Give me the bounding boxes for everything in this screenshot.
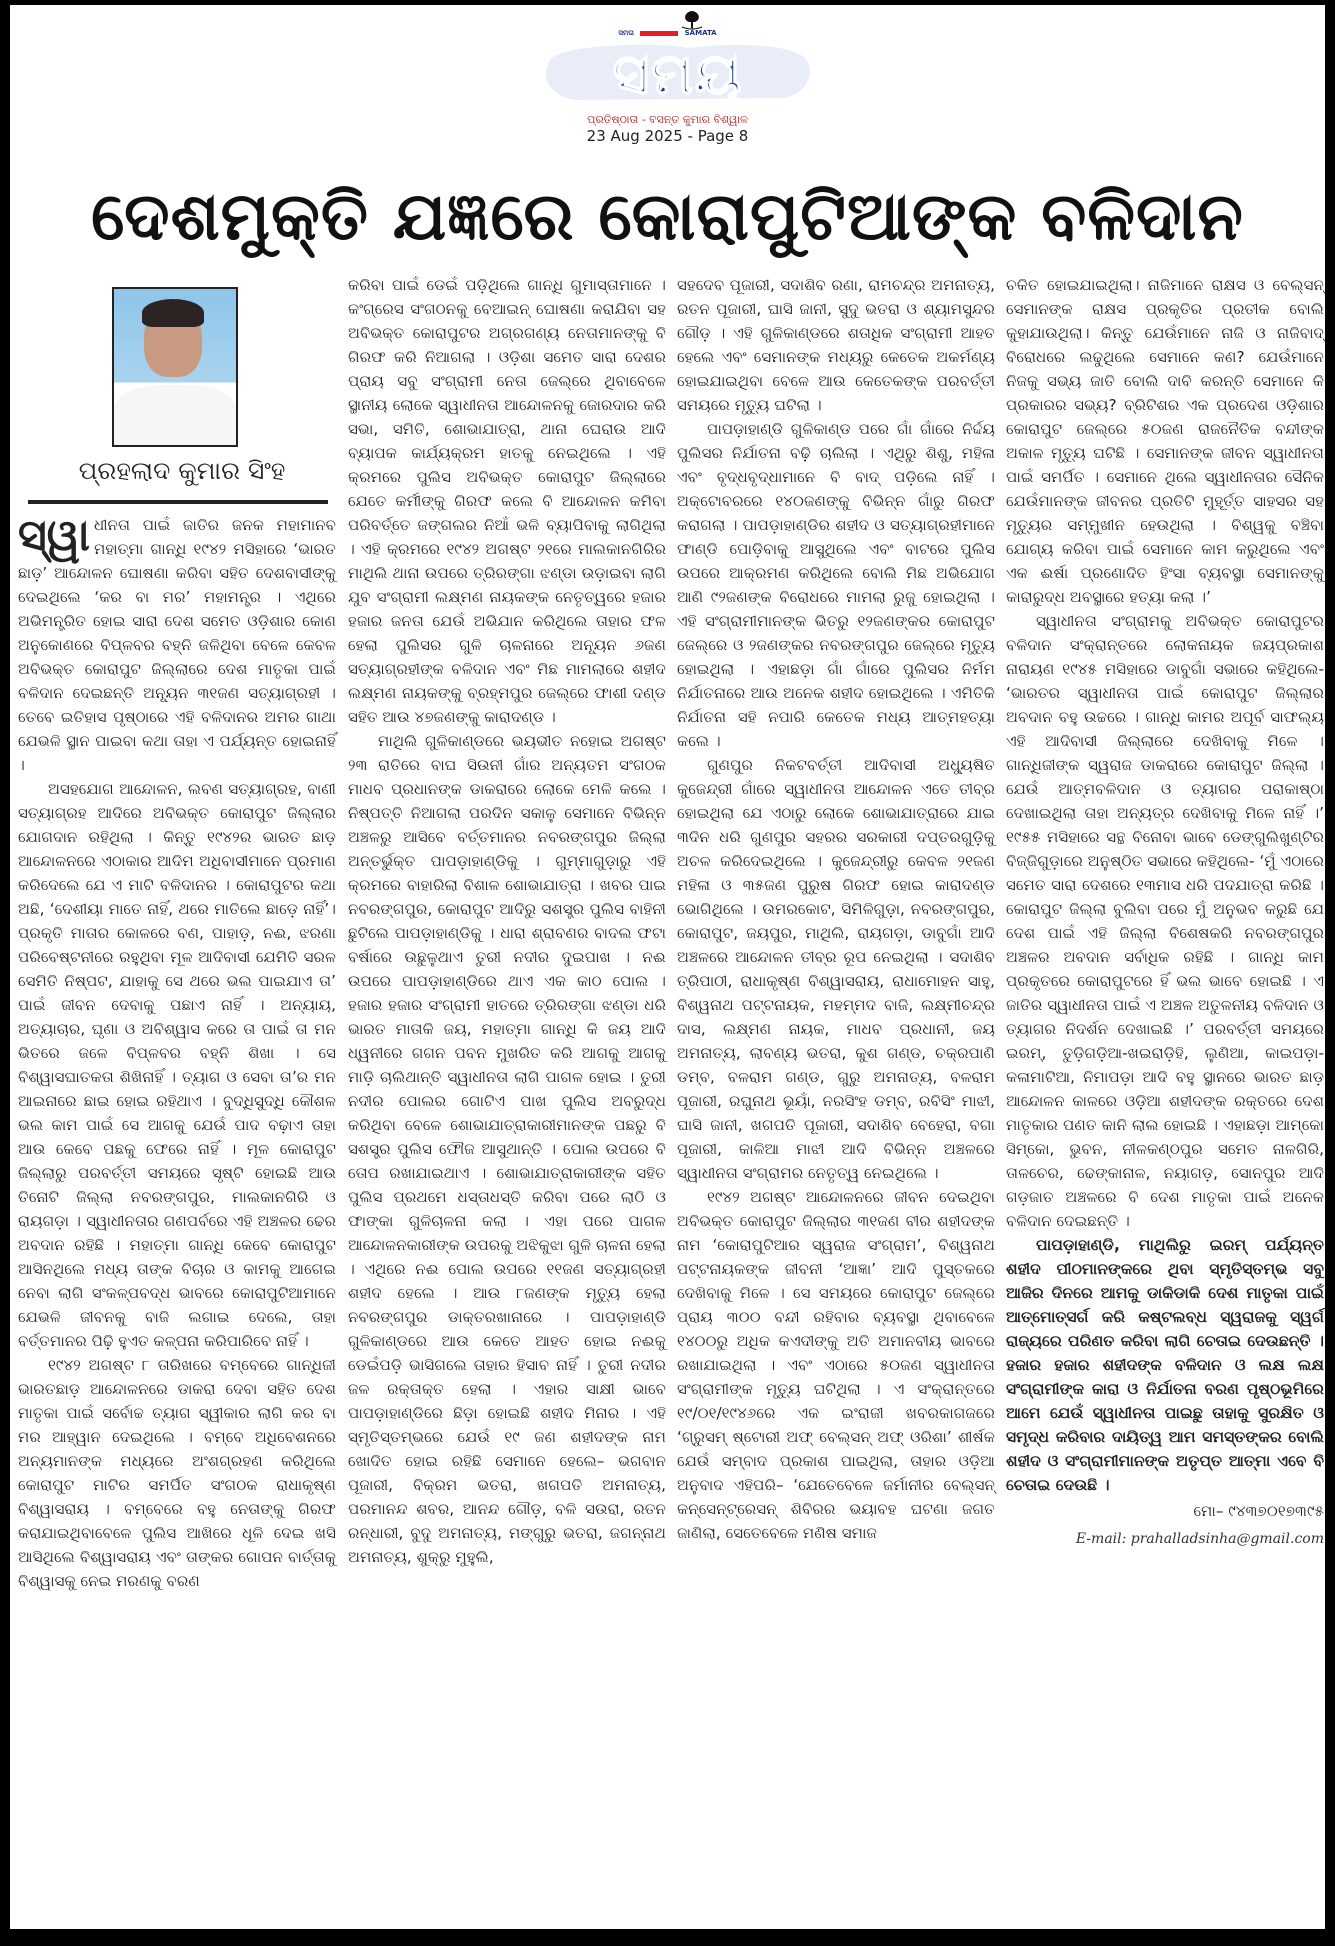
photo-hair [142, 299, 204, 327]
article-column-4 [1006, 273, 1324, 1551]
photo-shirt [114, 385, 236, 445]
author-mobile: ମୋ– ୯୪୩୭୦୧୭୩୯୫ [1193, 1502, 1324, 1520]
tree-emblem-icon [677, 9, 707, 31]
paragraph-text: ଧୀନତା ପାଇଁ ଜାତିର ଜନକ ମହାମାନବ ମହାତ୍ମା ଗାନ୍ଧି ୧୯୪୨ ମସିହାରେ ‘ଭାରତ ଛାଡ଼’ ଆନ୍ଦୋଳନ ଘୋଷଣା କରିବା ସହିତ ଦେଶବାସୀଙ୍କୁ ଦେଇଥିଲେ ‘କର ବା ମର’ ମହାମନ୍ତ୍ର । ଏଥିରେ ଅଭିମନ୍ତ୍ରିତ ହୋଇ ସାରା ଦେଶ ସମେତ ଓଡ଼ିଶାର କୋଣ ଅନୁକୋଣରେ ବିପ୍ଳବର ବହ୍ନି ଜଳିଥିବା ବେଳେ କେବଳ ଅବିଭକ୍ତ କୋରାପୁଟ ଜିଲ୍ଲାରେ ଦେଶ ମାତୃକା ପାଇଁ ବଳିଦାନ ଦେଇଛନ୍ତି ଅନ୍ୟୂନ ୩୧ଜଣ ସତ୍ୟାଗ୍ରହୀ । ତେବେ ଇତିହାସ ପୃଷ୍ଠାରେ ଏହି ବଳିଦାନର ଅମର ଗାଥା ଯେଭଳି ସ୍ଥାନ ପାଇବା କଥା ତାହା ଏ ପର୍ଯ୍ୟନ୍ତ ହୋଇନାହିଁ । [18, 516, 336, 774]
paragraph: ୧୯୪୨ ଅଗଷ୍ଟ ଆନ୍ଦୋଳନରେ ଜୀବନ ଦେଇଥିବା ଅବିଭକ୍ତ କୋରାପୁଟ ଜିଲ୍ଲାର ୩୧ଜଣ ବୀର ଶହୀଦଙ୍କ ନାମ ‘କୋରାପୁଟିଆର ସ୍ୱରାଜ ସଂଗ୍ରାମ’, ବିଶ୍ୱନାଥ ପଟ୍ଟନାୟକଙ୍କ ଜୀବନୀ ‘ଆଜ୍ଞା’ ଆଦି ପୁସ୍ତକରେ ଦେଖିବାକୁ ମିଳେ । ସେ ସମୟରେ କୋରାପୁଟ ଜେଲ୍‌ରେ ପ୍ରାୟ ୩୦୦ ବନ୍ଦୀ ରହିବାର ବ୍ୟବସ୍ଥା ଥିବାବେଳେ ୧୪୦୦ରୁ ଅଧିକ କଏଦୀଙ୍କୁ ଅତି ଅମାନବୀୟ ଭାବରେ ରଖାଯାଇଥିଲା । ଏବଂ ଏଠାରେ ୫୦ଜଣ ସ୍ୱାଧୀନତା ସଂଗ୍ରାମୀଙ୍କ ମୃତ୍ୟୁ ଘଟିଥିଲା । ଏ ସଂକ୍ରାନ୍ତରେ ୧୯/୦୧/୧୯୪୬ରେ ଏକ ଇଂରାଜୀ ଖବରକାଗଜରେ ‘ଗ୍ରୁସମ୍ ଷ୍ଟୋରୀ ଅଫ୍ ବେଲ୍‌ସନ୍ ଅଫ୍ ଓରିଶା’ ଶୀର୍ଷକ ଯେଉଁ ସମ୍ବାଦ ପ୍ରକାଶ ପାଇଥିଲା, ତାହାର ଓଡ଼ିଆ ଅନୁବାଦ ଏହିପରି– ‘ଯେତେବେଳେ ଜର୍ମାନୀର ବେଲ୍‌ସନ୍ କନ୍‌ସେନ୍‌ଟ୍ରେସନ୍ ଶିବିରର ଭୟାବହ ଘଟଣା ଜଗତ ଜାଣିଲା, ସେତେବେଳେ ମଣିଷ ସମାଜ [677, 1188, 995, 1542]
article-headline: ଦେଶମୁକ୍ତି ଯଜ୍ଞରେ କୋରାପୁଟିଆଙ୍କ ବଳିଦାନ [91, 178, 1244, 255]
paragraph: ସହଦେବ ପୂଜାରୀ, ସଦାଶିବ ରଣା, ରାମଚନ୍ଦ୍ର ଅମନାତ୍ୟ, ରତନ ପୂଜାରୀ, ଘାସି ଜାନୀ, ସୁଦୁ ଭତରା ଓ ଶ୍ୟାମସୁନ୍ଦର ଗୌଡ଼ । ଏହି ଗୁଳିକାଣ୍ଡରେ ଶତାଧିକ ସଂଗ୍ରାମୀ ଆହତ ହେଲେ ଏବଂ ସେମାନଙ୍କ ମଧ୍ୟରୁ କେତେକ ଅକର୍ମଣ୍ୟ ହୋଇଯାଇଥିବା ବେଳେ ଆଉ କେତେକଙ୍କ ପରବର୍ତ୍ତୀ ସମୟରେ ମୃତ୍ୟୁ ଘଟିଲା । [677, 276, 995, 414]
newspaper-page [10, 5, 1325, 1929]
closing-paragraph: ପାପଡ଼ାହାଣ୍ଡି, ମାଥିଲିରୁ ଇରମ୍ ପର୍ଯ୍ୟନ୍ତ ଶହୀଦ ପୀଠମାନଙ୍କରେ ଥିବା ସ୍ମୃତିସ୍ତମ୍ଭ ସବୁ ଆଜିର ଦିନରେ ଆମକୁ ଡାକିଡାକି ଦେଶ ମାତୃକା ପାଇଁ ଆତ୍ମୋତ୍ସର୍ଗ କରି କଷ୍ଟଲବ୍ଧ ସ୍ୱରାଜକୁ ସ୍ୱର୍ଗ ରାଜ୍ୟରେ ପରିଣତ କରିବା ଲାଗି ଚେତାଇ ଦେଉଛନ୍ତି । ହଜାର ହଜାର ଶହୀଦଙ୍କ ବଳିଦାନ ଓ ଲକ୍ଷ ଲକ୍ଷ ସଂଗ୍ରାମୀଙ୍କ କାରା ଓ ନିର୍ଯାତନା ବରଣ ପୃଷ୍ଠଭୂମିରେ ଆମେ ଯେଉଁ ସ୍ୱାଧୀନତା ପାଇଛୁ ତାହାକୁ ସୁରକ୍ଷିତ ଓ ସମୃଦ୍ଧ କରିବାର ଦାୟିତ୍ୱ ଆମ ସମସ୍ତଙ୍କର ବୋଲି ଶହୀଦ ଓ ସଂଗ୍ରାମୀମାନଙ୍କ ଅତୃପ୍ତ ଆତ୍ମା ଏବେ ବି ଚେତାଇ ଦେଉଛି । [1006, 1236, 1324, 1494]
paragraph: କରିବା ପାଇଁ ଡେଇଁ ପଡ଼ିଥିଲେ ଗାନ୍ଧି ଗୁମାସ୍ତାମାନେ । କଂଗ୍ରେସ ସଂଗଠନକୁ ବେଆଇନ୍ ଘୋଷଣା କରାଯିବା ସହ ଅବିଭକ୍ତ କୋରାପୁଟର ଅଗ୍ରଗଣ୍ୟ ନେତାମାନଙ୍କୁ ବି ଗିରଫ କରି ନିଆଗଲା । ଓଡ଼ିଶା ସମେତ ସାରା ଦେଶର ପ୍ରାୟ ସବୁ ସଂଗ୍ରାମୀ ନେତା ଜେଲ୍‌ରେ ଥିବାବେଳେ ସ୍ଥାନୀୟ ଲୋକେ ସ୍ୱାଧୀନତା ଆନ୍ଦୋଳନକୁ ଜୋରଦାର କରି ସଭା, ସମିତି, ଶୋଭାଯାତ୍ରା, ଥାନା ଘେରାଉ ଆଦି ବ୍ୟାପକ କାର୍ଯ୍ୟକ୍ରମ ହାତକୁ ନେଇଥିଲେ । ଏହି କ୍ରମରେ ପୁଲିସ ଅବିଭକ୍ତ କୋରାପୁଟ ଜିଲ୍ଲାରେ ଯେତେ କର୍ମୀଙ୍କୁ ଗିରଫ କଲେ ବି ଆନ୍ଦୋଳନ କମିବା ପରିବର୍ତ୍ତେ ଜଙ୍ଗଲର ନିଆଁ ଭଳି ବ୍ୟାପିବାକୁ ଲାଗିଥିଲା । ଏହି କ୍ରମରେ ୧୯୪୨ ଅଗଷ୍ଟ ୨୧ରେ ମାଲକାନଗିରିର ମାଥିଲି ଥାନା ଉପରେ ତ୍ରିରଙ୍ଗା ଝଣ୍ଡା ଉଡ଼ାଇବା ଲାଗି ଯୁବ ସଂଗ୍ରାମୀ ଲକ୍ଷ୍ମଣ ନାୟକଙ୍କ ନେତୃତ୍ୱରେ ହଜାର ହଜାର ଜନତା ଯେଉଁ ଅଭିଯାନ କରିଥିଲେ ତାହାର ଫଳ ହେଲା ପୁଲିସର ଗୁଳି ଚାଳନାରେ ଅନ୍ୟୂନ ୬ଜଣ ସତ୍ୟାଗ୍ରହୀଙ୍କ ବଳିଦାନ ଏବଂ ମିଛ ମାମଲାରେ ଶହୀଦ ଲକ୍ଷ୍ମଣ ନାୟକଙ୍କୁ ବ୍ରହ୍ମପୁର ଜେଲ୍‌ରେ ଫାଶୀ ଦଣ୍ଡ ସହିତ ଆଉ ୪୭ଜଣଙ୍କୁ କାରାଦଣ୍ଡ । [348, 276, 666, 726]
closing-section [1006, 1233, 1324, 1497]
paragraph: ଚକିତ ହୋଇଯାଇଥିଲା। ନାଜିମାନେ ରାକ୍ଷସ ଓ ବେଲ୍‌ସନ୍ ସେମାନଙ୍କ ରାକ୍ଷସ ପ୍ରକୃତିର ପ୍ରତୀକ ବୋଲି କୁହାଯାଉଥିଲା। କିନ୍ତୁ ଯେଉଁମାନେ ନାଜି ଓ ନାଜିବାଦ୍ ବିରୋଧରେ ଲଢୁଥିଲେ ସେମାନେ କଣ? ଯେଉଁମାନେ ନିଜକୁ ସଭ୍ୟ ଜାତି ବୋଲି ଦାବି କରନ୍ତି ସେମାନେ କି ପ୍ରକାରର ସଭ୍ୟ? ବ୍ରିଟିଶର ଏକ ପ୍ରଦେଶ ଓଡ଼ିଶାର କୋରାପୁଟ ଜେଲ୍‌ରେ ୫୦ଜଣ ରାଜନୈତିକ ବନ୍ଦୀଙ୍କ ଅକାଳ ମୃତ୍ୟୁ ଘଟିଛି । ସେମାନଙ୍କ ଜୀବନ ସ୍ୱାଧୀନତା ପାଇଁ ସମର୍ପିତ । ସେମାନେ ଥିଲେ ସ୍ୱାଧୀନତାର ସୈନିକ ଯେଉଁମାନଙ୍କ ଜୀବନର ପ୍ରତିଟି ମୁହୂର୍ତ୍ତ ସାହସର ସହ ମୃତ୍ୟୁର ସମ୍ମୁଖୀନ ହେଉଥିଲା । ବିଶ୍ୱକୁ ବଞ୍ଚିବା ଯୋଗ୍ୟ କରିବା ପାଇଁ ସେମାନେ କାମ କରୁଥିଲେ ଏବଂ ଏକ ଈର୍ଷା ପ୍ରଣୋଦିତ ହିଂସା ବ୍ୟବସ୍ଥା ସେମାନଙ୍କୁ କାରାରୁଦ୍ଧ ଅବସ୍ଥାରେ ହତ୍ୟା କଲା ।’ [1006, 276, 1324, 606]
red-bar [640, 31, 678, 36]
drop-cap: ସ୍ୱା [18, 510, 90, 561]
paragraph [18, 510, 336, 777]
date-page-label: 23 Aug 2025 - Page 8 [586, 127, 749, 145]
author-email[interactable]: E-mail: prahalladsinha@gmail.com [1075, 1531, 1324, 1547]
paragraph: ପାପଡ଼ାହାଣ୍ଡି ଗୁଳିକାଣ୍ଡ ପରେ ଗାଁ ଗାଁରେ ନିର୍ଦ୍ଦୟ ପୁଲିସର ନିର୍ଯାତନା ବଢ଼ି ଚାଲିଲା । ଏଥିରୁ ଶିଶୁ, ମହିଳା ଏବଂ ବୃଦ୍ଧବୃଦ୍ଧାମାନେ ବି ବାଦ୍ ପଡ଼ିଲେ ନାହିଁ । ଅକ୍ଟୋବରରେ ୧୪୦ଜଣଙ୍କୁ ବିଭିନ୍ନ ଗାଁରୁ ଗିରଫ କରାଗଲା । ପାପଡ଼ାହାଣ୍ଡିର ଶହୀଦ ଓ ସତ୍ୟାଗ୍ରହୀମାନେ ଫାଣ୍ଡି ପୋଡ଼ିବାକୁ ଆସୁଥିଲେ ଏବଂ ବାଟରେ ପୁଲିସ ଉପରେ ଆକ୍ରମଣ କରିଥିଲେ ବୋଲି ମିଛ ଅଭିଯୋଗ ଆଣି ୯୨ଜଣଙ୍କ ବିରୋଧରେ ମାମଲା ରୁଜୁ ହୋଇଥିଲା । ଏହି ସଂଗ୍ରାମୀମାନଙ୍କ ଭିତରୁ ୧୨ଜଣଙ୍କର କୋରାପୁଟ ଜେଲ୍‌ରେ ଓ ୨ଜଣଙ୍କର ନବରଙ୍ଗପୁର ଜେଲ୍‌ରେ ମୃତ୍ୟୁ ହୋଇଥିଲା । ଏହାଛଡ଼ା ଗାଁ ଗାଁରେ ପୁଲିସର ନିର୍ମମ ନିର୍ଯାତନାରେ ଆଉ ଅନେକ ଶହୀଦ ହୋଇଥିଲେ । ଏମିତିକି ନିର୍ଯାତନା ସହି ନପାରି କେତେକ ମଧ୍ୟ ଆତ୍ମହତ୍ୟା କଲେ । [677, 420, 995, 750]
emblem-tagline [10, 29, 1325, 37]
paragraph: ୧୯୪୨ ଅଗଷ୍ଟ ୮ ତାରିଖରେ ବମ୍ବେରେ ଗାନ୍ଧିଜୀ ଭାରତଛାଡ଼ ଆନ୍ଦୋଳନରେ ଡାକରା ଦେବା ସହିତ ଦେଶ ମାତୃକା ପାଇଁ ସର୍ବୋଚ୍ଚ ତ୍ୟାଗ ସ୍ୱୀକାର ଲାଗି କର ବା ମର ଆହ୍ୱାନ ଦେଇଥିଲେ । ବମ୍ବେ ଅଧିବେଶନରେ ଅନ୍ୟମାନଙ୍କ ମଧ୍ୟରେ ଅଂଶଗ୍ରହଣ କରିଥିଲେ କୋରାପୁଟ ମାଟିର ସମର୍ପିତ ସଂଗଠକ ରାଧାକୃଷ୍ଣ ବିଶ୍ୱାସରାୟ । ବମ୍ବେରେ ବହୁ ନେତାଙ୍କୁ ଗିରଫ କରାଯାଇଥିବାବେଳେ ପୁଲିସ ଆଖିରେ ଧୂଳି ଦେଇ ଖସି ଆସିଥିଲେ ବିଶ୍ୱାସରାୟ ଏବଂ ତାଙ୍କର ଗୋପନ ବାର୍ତ୍ତାକୁ ବିଶ୍ୱାସକୁ ନେଇ ମରଣକୁ ବରଣ [18, 1356, 336, 1590]
paragraph: ସ୍ୱାଧୀନତା ସଂଗ୍ରାମକୁ ଅବିଭକ୍ତ କୋରାପୁଟର ବଳିଦାନ ସଂକ୍ରାନ୍ତରେ ଲୋକନାୟକ ଜୟପ୍ରକାଶ ନାରାୟଣ ୧୯୪୫ ମସିହାରେ ଡାବୁଗାଁ ସଭାରେ କହିଥିଲେ- ‘ଭାରତର ସ୍ୱାଧୀନତା ପାଇଁ କୋରାପୁଟ ଜିଲ୍ଲାର ଅବଦାନ ବହୁ ଉଚ୍ଚରେ । ଗାନ୍ଧି କାମର ଅପୂର୍ବ ସାଫଲ୍ୟ ଏହି ଆଦିବାସୀ ଜିଲ୍ଲାରେ ଦେଖିବାକୁ ମିଳେ । ଗାନ୍ଧିଜୀଙ୍କ ସ୍ୱରାଜ ଡାକରାରେ କୋରାପୁଟ ଜିଲ୍ଲା । ଯେଉଁ ଆତ୍ମବଳିଦାନ ଓ ତ୍ୟାଗର ପରାକାଷ୍ଠା ଦେଖାଇଥିଲା ତାହା ଅନ୍ୟତ୍ର ଦେଖିବାକୁ ମିଳେ ନାହିଁ ।’ ୧୯୫୫ ମସିହାରେ ସନ୍ଥ ବିନୋବା ଭାବେ ଡେଙ୍ଗୁଲିଖୁଣ୍ଟିର ବିଜ୍ଜିଗୁଡ଼ାରେ ଅନୁଷ୍ଠିତ ସଭାରେ କହିଥିଲେ- ‘ମୁଁ ଏଠାରେ ସମେତ ସାରା ଦେଶରେ ୧୩ମାସ ଧରି ପଦଯାତ୍ରା କରିଛି । କୋରାପୁଟ ଜିଲ୍ଲା ବୁଲିବା ପରେ ମୁଁ ଅନୁଭବ କରୁଛି ଯେ ଦେଶ ପାଇଁ ଏହି ଜିଲ୍ଲା ବିଶେଷକରି ନବରଙ୍ଗପୁର ଅଞ୍ଚଳର ଅବଦାନ ସର୍ବାଧିକ ରହିଛି । ଗାନ୍ଧି କାମ ପ୍ରକୃତରେ କୋରାପୁଟରେ ହିଁ ଭଲ ଭାବେ ହୋଇଛି । ଏ ଜାତିର ସ୍ୱାଧୀନତା ପାଇଁ ଏ ଅଞ୍ଚଳ ଅତୁଳନୀୟ ବଳିଦାନ ଓ ତ୍ୟାଗର ନିଦର୍ଶନ ଦେଖାଇଛି ।’ ପରବର୍ତ୍ତୀ ସମୟରେ ଇରମ୍, ତୁଡ଼ିଗଡ଼ିଆ-ଖଇରାଡ଼ିହି, ଲୁଣିଆ, କାଇପଡ଼ା-କଳାମାଟିଆ, ନିମାପଡ଼ା ଆଦି ବହୁ ସ୍ଥାନରେ ଭାରତ ଛାଡ଼ ଆନ୍ଦୋଳନ କାଳରେ ଓଡ଼ିଆ ଶହୀଦଙ୍କ ରକ୍ତରେ ଦେଶ ମାତୃକାର ପଣତ କାନି ଲାଲ ହୋଇଛି । ଏହାଛଡ଼ା ଆମ୍‌କୋ ସିମ୍‌କୋ, ଭୁବନ, ନୀଳକଣ୍ଠପୁର ସମେତ ନାଳଗିରି, ତାଳଚେର, ଢେଙ୍କାନାଳ, ନୟାଗଡ଼, ସୋନପୁର ଆଦି ଗଡ଼ଜାତ ଅଞ୍ଚଳରେ ବି ଦେଶ ମାତୃକା ପାଇଁ ଅନେକ ବଳିଦାନ ଦେଇଛନ୍ତି । [1006, 612, 1324, 1230]
article-column-2 [348, 273, 666, 1569]
byline-rule [28, 500, 328, 504]
paragraph: ଅସହଯୋଗ ଆନ୍ଦୋଳନ, ଲବଣ ସତ୍ୟାଗ୍ରହ, ବାଣୀ ସତ୍ୟାଗ୍ରହ ଆଦିରେ ଅବିଭକ୍ତ କୋରାପୁଟ ଜିଲ୍ଲାର ଯୋଗଦାନ ରହିଥିଲା । କିନ୍ତୁ ୧୯୪୨ର ଭାରତ ଛାଡ଼ ଆନ୍ଦୋଳନରେ ଏଠାକାର ଆଦିମ ଅଧିବାସୀମାନେ ପ୍ରମାଣ କରିଦେଲେ ଯେ ଏ ମାଟି ବଳିଦାନର । କୋରାପୁଟର କଥା ଅଛି, ‘ଦେଶୀୟା ମାତେ ନାହିଁ, ଥରେ ମାତିଲେ ଛାଡ଼େ ନାହିଁ’। ପ୍ରକୃତି ମାତାର କୋଳରେ ବଣ, ପାହାଡ଼, ନଈ, ଝରଣା ପରିବେଷ୍ଟନୀରେ ରହୁଥିବା ମୂଳ ଆଦିବାସୀ ଯେମିତି ସରଳ ସେମିତି ନିଷ୍ପଟ, ଯାହାକୁ ସେ ଥରେ ଭଲ ପାଇଯାଏ ତା’ ପାଇଁ ଜୀବନ ଦେବାକୁ ପଛାଏ ନାହିଁ । ଅନ୍ୟାୟ, ଅତ୍ୟାଚାର, ଘୃଣା ଓ ଅବିଶ୍ୱାସ କରେ ତା ପାଇଁ ତା ମନ ଭିତରେ ଜଳେ ବିପ୍ଳବର ବହ୍ନି ଶିଖା । ସେ ବିଶ୍ୱାସଘାତକତା ଶିଖିନାହିଁ । ତ୍ୟାଗ ଓ ସେବା ତା’ର ମନ ଆଇନାରେ ଛାଇ ହୋଇ ରହିଥାଏ । ବୁଦ୍ଧିସୁଦ୍ଧି କୌଶଳ ଭଲ କାମ ପାଇଁ ସେ ଆଗକୁ ଯେଉଁ ପାଦ ବଢ଼ାଏ ତାହା ଆଉ କେବେ ପଛକୁ ଫେରେ ନାହିଁ । ମୂଳ କୋରାପୁଟ ଜିଲ୍ଲାରୁ ପରବର୍ତ୍ତୀ ସମୟରେ ସୃଷ୍ଟି ହୋଇଛି ଆଉ ତିନୋଟି ଜିଲ୍ଲା ନବରଙ୍ଗପୁର, ମାଲକାନଗିରି ଓ ରାୟଗଡ଼ା । ସ୍ୱାଧୀନତାର ଗଣପର୍ବରେ ଏହି ଅଞ୍ଚଳର ଢେର ଅବଦାନ ରହିଛି । ମହାତ୍ମା ଗାନ୍ଧି କେବେ କୋରାପୁଟ ଆସିନଥିଲେ ମଧ୍ୟ ତାଙ୍କ ବିଚାର ଓ କାମକୁ ଆଗେଇ ନେବା ଲାଗି ସଂକଳ୍ପବଦ୍ଧ ଭାବରେ କୋରାପୁଟିଆମାନେ ଯେଭଳି ଜୀବନକୁ ବାଜି ଲଗାଇ ଦେଲେ, ତାହା ବର୍ତ୍ତମାନର ପିଢ଼ି ହୁଏତ କଳ୍ପନା କରିପାରିବେ ନାହିଁ । [18, 780, 336, 1350]
masthead [10, 5, 1325, 150]
logo-text: ସମୟ [612, 42, 744, 107]
article-column-3 [677, 273, 995, 1545]
paragraph: ମାଥିଲି ଗୁଳିକାଣ୍ଡରେ ଭୟଭୀତ ନହୋଇ ଅଗଷ୍ଟ ୨୩ ରାତିରେ ବାଘ ସିଉନୀ ଗାଁର ଅନ୍ୟତମ ସଂଗଠକ ମାଧବ ପ୍ରଧାନଙ୍କ ଡାକରାରେ ଲୋକେ ମେଳି କଲେ । ନିଷ୍ପତ୍ତି ନିଆଗଲା ପରଦିନ ସକାଳୁ ସେମାନେ ବିଭିନ୍ନ ଅଞ୍ଚଳରୁ ଆସିବେ ବର୍ତ୍ତମାନର ନବରଙ୍ଗପୁର ଜିଲ୍ଲା ଅନ୍ତର୍ଭୁକ୍ତ ପାପଡ଼ାହାଣ୍ଡିକୁ । ଗୁମ୍ମାଗୁଡ଼ାରୁ ଏହି କ୍ରମରେ ବାହାରିଲା ବିଶାଳ ଶୋଭାଯାତ୍ରା । ଖବର ପାଇ ନବରଙ୍ଗପୁର, କୋରାପୁଟ ଆଦିରୁ ସଶସ୍ତ୍ର ପୁଲିସ ବାହିନୀ ଛୁଟିଲେ ପାପଡ଼ାହାଣ୍ଡିକୁ । ଧାରା ଶ୍ରାବଣର ବାଦଲ ଫଟା ବର୍ଷାରେ ଉଛୁଳୁଥାଏ ତୁରୀ ନଦୀର ଦୁଇପାଖ । ନଈ ଉପରେ ପାପଡ଼ାହାଣ୍ଡିରେ ଥାଏ ଏକ କାଠ ପୋଲ । ହଜାର ହଜାର ସଂଗ୍ରାମୀ ହାତରେ ତ୍ରିରଙ୍ଗା ଝଣ୍ଡା ଧରି ଭାରତ ମାତାକି ଜୟ, ମହାତ୍ମା ଗାନ୍ଧି କି ଜୟ ଆଦି ଧ୍ୱନୀରେ ଗଗନ ପବନ ମୁଖରିତ କରି ଆଗକୁ ଆଗକୁ ମାଡ଼ି ଚାଲିଥାନ୍ତି ସ୍ୱାଧୀନତା ଲାଗି ପାଗଳ ହୋଇ । ତୁରୀ ନଦୀର ପୋଲର ଗୋଟିଏ ପାଖ ପୁଲିସ ଅବରୁଦ୍ଧ କରିଥିବା ବେଳେ ଶୋଭାଯାତ୍ରାକାରୀମାନଙ୍କ ପଛରୁ ବି ସଶସ୍ତ୍ର ପୁଲିସ ଫୌଜ ଆସୁଥାନ୍ତି । ପୋଲ ଉପରେ ବି ତୋପ ରଖାଯାଇଥାଏ । ଶୋଭାଯାତ୍ରାକାରୀଙ୍କ ସହିତ ପୁଲିସ ପ୍ରଥମେ ଧସ୍ତାଧସ୍ତି କରିବା ପରେ ଲାଠି ଓ ଫାଙ୍କା ଗୁଳିଚାଳନା କଲା । ଏହା ପରେ ପାଗଳ ଆନ୍ଦୋଳନକାରୀଙ୍କ ଉପରକୁ ଅଝିକୁଝା ଗୁଳି ଚାଳନା ହେଲା । ଏଥିରେ ନଈ ପୋଲ ଉପରେ ୧୧ଜଣ ସତ୍ୟାଗ୍ରହୀ ଶହୀଦ ହେଲେ । ଆଉ ୮ଜଣଙ୍କ ମୃତ୍ୟୁ ହେଲା ନବରଙ୍ଗପୁର ଡାକ୍ତରଖାନାରେ । ପାପଡ଼ାହାଣ୍ଡି ଗୁଳିକାଣ୍ଡରେ ଆଉ କେତେ ଆହତ ହୋଇ ନଈକୁ ଡେଇଁପଡ଼ି ଭାସିଗଲେ ତାହାର ହିସାବ ନାହିଁ । ତୁରୀ ନଦୀର ଜଳ ରକ୍ତାକ୍ତ ହେଲା । ଏହାର ସାକ୍ଷୀ ଭାବେ ପାପଡ଼ାହାଣ୍ଡିରେ ଛିଡ଼ା ହୋଇଛି ଶହୀଦ ମିନାର । ଏହି ସ୍ମୃତିସ୍ତମ୍ଭରେ ଯେଉଁ ୧୯ ଜଣ ଶହୀଦଙ୍କ ନାମ ଖୋଦିତ ହୋଇ ରହିଛି ସେମାନେ ହେଲେ– ଭଗବାନ ପୂଜାରୀ, ବିକ୍ରମ ଭତରା, ଖଗପତି ଅମନାତ୍ୟ, ପରମାନନ୍ଦ ଶବର, ଆନନ୍ଦ ଗୌଡ଼, ବଳି ସଉରା, ରତନ ରନ୍ଧାରୀ, ବୁଦୁ ଅମନାତ୍ୟ, ମଙ୍ଗୁରୁ ଭତରା, ଜଗନ୍ନାଥ ଅମନାତ୍ୟ, ଶୁକ୍ରୁ ମୁହୁଲି, [348, 732, 667, 1566]
paragraph: ଗୁଣପୁର ନିକଟବର୍ତ୍ତୀ ଆଦିବାସୀ ଅଧ୍ୟୁଷିତ କୁଜେନ୍ଦ୍ରୀ ଗାଁରେ ସ୍ୱାଧୀନତା ଆନ୍ଦୋଳନ ଏତେ ତୀବ୍ର ହୋଇଥିଲା ଯେ ଏଠାରୁ ଲୋକେ ଶୋଭାଯାତ୍ରାରେ ଯାଇ ୩ଦିନ ଧରି ଗୁଣପୁର ସହରର ସରକାରୀ ଦପ୍ତରଗୁଡ଼ିକୁ ଅଚଳ କରିଦେଇଥିଲେ । କୁଜେନ୍ଦ୍ରୀରୁ କେବଳ ୨୧ଜଣ ମହିଳା ଓ ୩୫ଜଣ ପୁରୁଷ ଗିରଫ ହୋଇ କାରାଦଣ୍ଡ ଭୋଗିଥିଲେ । ଉମରକୋଟ, ସିମିଳିଗୁଡ଼ା, ନବରଙ୍ଗପୁର, କୋରାପୁଟ, ଜୟପୁର, ମାଥିଲି, ରାୟଗଡ଼ା, ଡାବୁଗାଁ ଆଦି ଅଞ୍ଚଳରେ ଆନ୍ଦୋଳନ ତୀବ୍ର ରୂପ ନେଇଥିଲା । ସଦାଶିବ ତ୍ରିପାଠୀ, ରାଧାକୃଷ୍ଣ ବିଶ୍ୱାସରାୟ, ରାଧାମୋହନ ସାହୁ, ବିଶ୍ୱନାଥ ପଟ୍ଟନାୟକ, ମହମ୍ମଦ ବାଜି, ଲକ୍ଷ୍ମୀଚନ୍ଦ୍ର ଦାସ, ଲକ୍ଷ୍ମଣ ନାୟକ, ମାଧବ ପ୍ରଧାନୀ, ଜୟ ଅମନାତ୍ୟ, ଲାବଣ୍ୟ ଭତରା, କୁଶ ଗଣ୍ଡ, ଚକ୍ରପାଣି ଡମ୍ବ, ବଳରାମ ଗଣ୍ଡ, ଗୁରୁ ଅମନାତ୍ୟ, ବଳରାମ ପୂଜାରୀ, ରଘୁନାଥ ଭୂୟାଁ, ନରସିଂହ ଡମ୍ବ, ରବିସିଂ ମାଝୀ, ଘାସି ଜାନୀ, ଖଗପତି ପୂଜାରୀ, ସଦାଶିବ ବେହେରା, ବଗା ପୂଜାରୀ, କାଳିଆ ମାଝୀ ଆଦି ବିଭିନ୍ନ ଅଞ୍ଚଳରେ ସ୍ୱାଧୀନତା ସଂଗ୍ରାମର ନେତୃତ୍ୱ ନେଇଥିଲେ । [677, 756, 995, 1182]
emblem-left-text: ସମତା [618, 29, 634, 37]
article-column-1 [18, 510, 336, 1593]
author-byline: ପ୍ରହଲାଦ କୁମାର ସିଂହ [78, 456, 286, 485]
author-photo [112, 287, 238, 447]
samaya-logo [538, 38, 818, 112]
founder-line: ପ୍ରତିଷ୍ଠାତା - ବସନ୍ତ କୁମାର ବିଶ୍ୱାଳ [587, 113, 748, 126]
emblem-right-text: SAMATA [684, 29, 717, 37]
